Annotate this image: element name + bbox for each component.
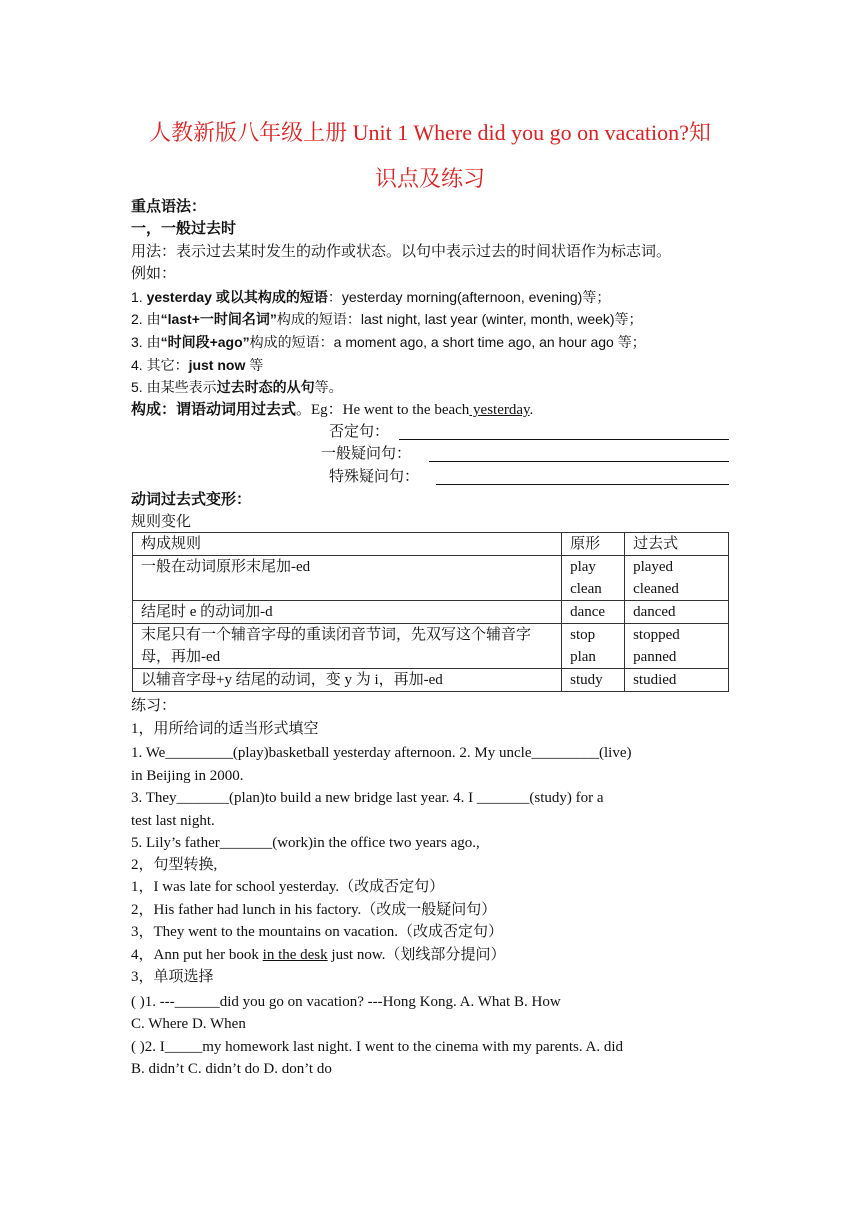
base-word: plan [570, 649, 596, 665]
past-word: cleaned [633, 581, 679, 597]
structure-line: 构成：谓语动词用过去式。Eg：He went to the beach yesterday. [131, 402, 534, 418]
base-word: clean [570, 581, 602, 597]
practice-part3-title: 3，单项选择 [131, 969, 214, 985]
marker-item-1: 1. yesterday 或以其构成的短语：yesterday morning(afternoon, evening)等； [131, 289, 611, 305]
base-cell [562, 624, 625, 669]
header-base: 原形 [562, 533, 625, 556]
practice-part2-line: 3，They went to the mountains on vacation.（改成否定句） [131, 924, 504, 940]
marker-item-4: 4. 其它：just now 等 [131, 357, 264, 373]
usage-text: 用法：表示过去某时发生的动作或状态。以句中表示过去的时间状语作为标志词。 [131, 244, 672, 260]
rule-cell: 一般在动词原形末尾加-ed [133, 556, 562, 601]
table-header-row [133, 533, 729, 556]
negative-label: 否定句： [329, 424, 390, 440]
marker-item-3: 3. 由“时间段+ago”构成的短语：a moment ago, a short time ago, an hour ago 等； [131, 334, 646, 350]
practice-part1-line: test last night. [131, 813, 215, 829]
rule-cell: 末尾只有一个辅音字母的重读闭音节词，先双写这个辅音字母，再加-ed [133, 624, 562, 669]
rule-cell: 结尾时 e 的动词加-d [133, 601, 562, 624]
past-word: danced [633, 604, 676, 620]
past-cell [625, 601, 729, 624]
practice-part2-title: 2，句型转换, [131, 857, 218, 873]
regular-changes-label: 规则变化 [131, 514, 192, 530]
general-question-label: 一般疑问句： [321, 446, 412, 462]
practice-part2-line: 4，Ann put her book in the desk just now.（划线部分提问） [131, 947, 506, 963]
header-past: 过去式 [625, 533, 729, 556]
base-word: dance [570, 604, 606, 620]
past-word: panned [633, 649, 677, 665]
base-word: play [570, 559, 596, 575]
practice-heading: 练习： [131, 698, 177, 714]
table-row [133, 669, 729, 692]
past-word: studied [633, 672, 677, 688]
general-question-answer-line[interactable] [429, 461, 729, 462]
practice-part3-line: ( )2. I_____my homework last night. I went to the cinema with my parents. A. did [131, 1039, 623, 1055]
past-cell [625, 669, 729, 692]
practice-part1-line: in Beijing in 2000. [131, 768, 244, 784]
past-cell [625, 556, 729, 601]
marker-item-2: 2. 由“last+一时间名词”构成的短语：last night, last year (winter, month, week)等； [131, 311, 643, 327]
table-row [133, 601, 729, 624]
special-question-label: 特殊疑问句： [329, 469, 420, 485]
grammar-heading: 重点语法： [131, 199, 207, 215]
rule-cell: 以辅音字母+y 结尾的动词，变 y 为 i，再加-ed [133, 669, 562, 692]
base-cell [562, 669, 625, 692]
special-question-answer-line[interactable] [436, 484, 729, 485]
practice-part3-line: ( )1. ---______did you go on vacation? ---Hong Kong. A. What B. How [131, 994, 561, 1010]
past-word: stopped [633, 627, 680, 643]
base-word: stop [570, 627, 596, 643]
title-line-1: 人教新版八年级上册 Unit 1 Where did you go on vacation?知 [149, 120, 711, 145]
table-row [133, 556, 729, 601]
practice-part1-line: 5. Lily’s father_______(work)in the office two years ago., [131, 835, 480, 851]
example-intro: 例如： [131, 266, 177, 282]
marker-item-5: 5. 由某些表示过去时态的从句等。 [131, 379, 343, 395]
verb-rules-table [132, 532, 729, 692]
header-rule: 构成规则 [133, 533, 562, 556]
practice-part2-line: 1，I was late for school yesterday.（改成否定句） [131, 879, 445, 895]
practice-part1-line: 3. They_______(plan)to build a new bridge last year. 4. I _______(study) for a [131, 790, 604, 806]
title-line-2: 识点及练习 [374, 166, 485, 191]
base-cell [562, 601, 625, 624]
practice-part2-line: 2，His father had lunch in his factory.（改成一般疑问句） [131, 902, 497, 918]
practice-part1-line: 1. We_________(play)basketball yesterday afternoon. 2. My uncle_________(live) [131, 745, 632, 761]
past-cell [625, 624, 729, 669]
document-title [131, 110, 729, 202]
verb-changes-heading: 动词过去式变形： [131, 492, 252, 508]
negative-answer-line[interactable] [399, 439, 729, 440]
past-word: played [633, 559, 674, 575]
practice-part3-line: B. didn’t C. didn’t do D. don’t do [131, 1061, 332, 1077]
section-past-tense: 一，一般过去时 [131, 221, 237, 237]
table-row [133, 624, 729, 669]
base-word: study [570, 672, 603, 688]
practice-part3-line: C. Where D. When [131, 1016, 246, 1032]
practice-part1-title: 1，用所给词的适当形式填空 [131, 721, 319, 737]
base-cell [562, 556, 625, 601]
